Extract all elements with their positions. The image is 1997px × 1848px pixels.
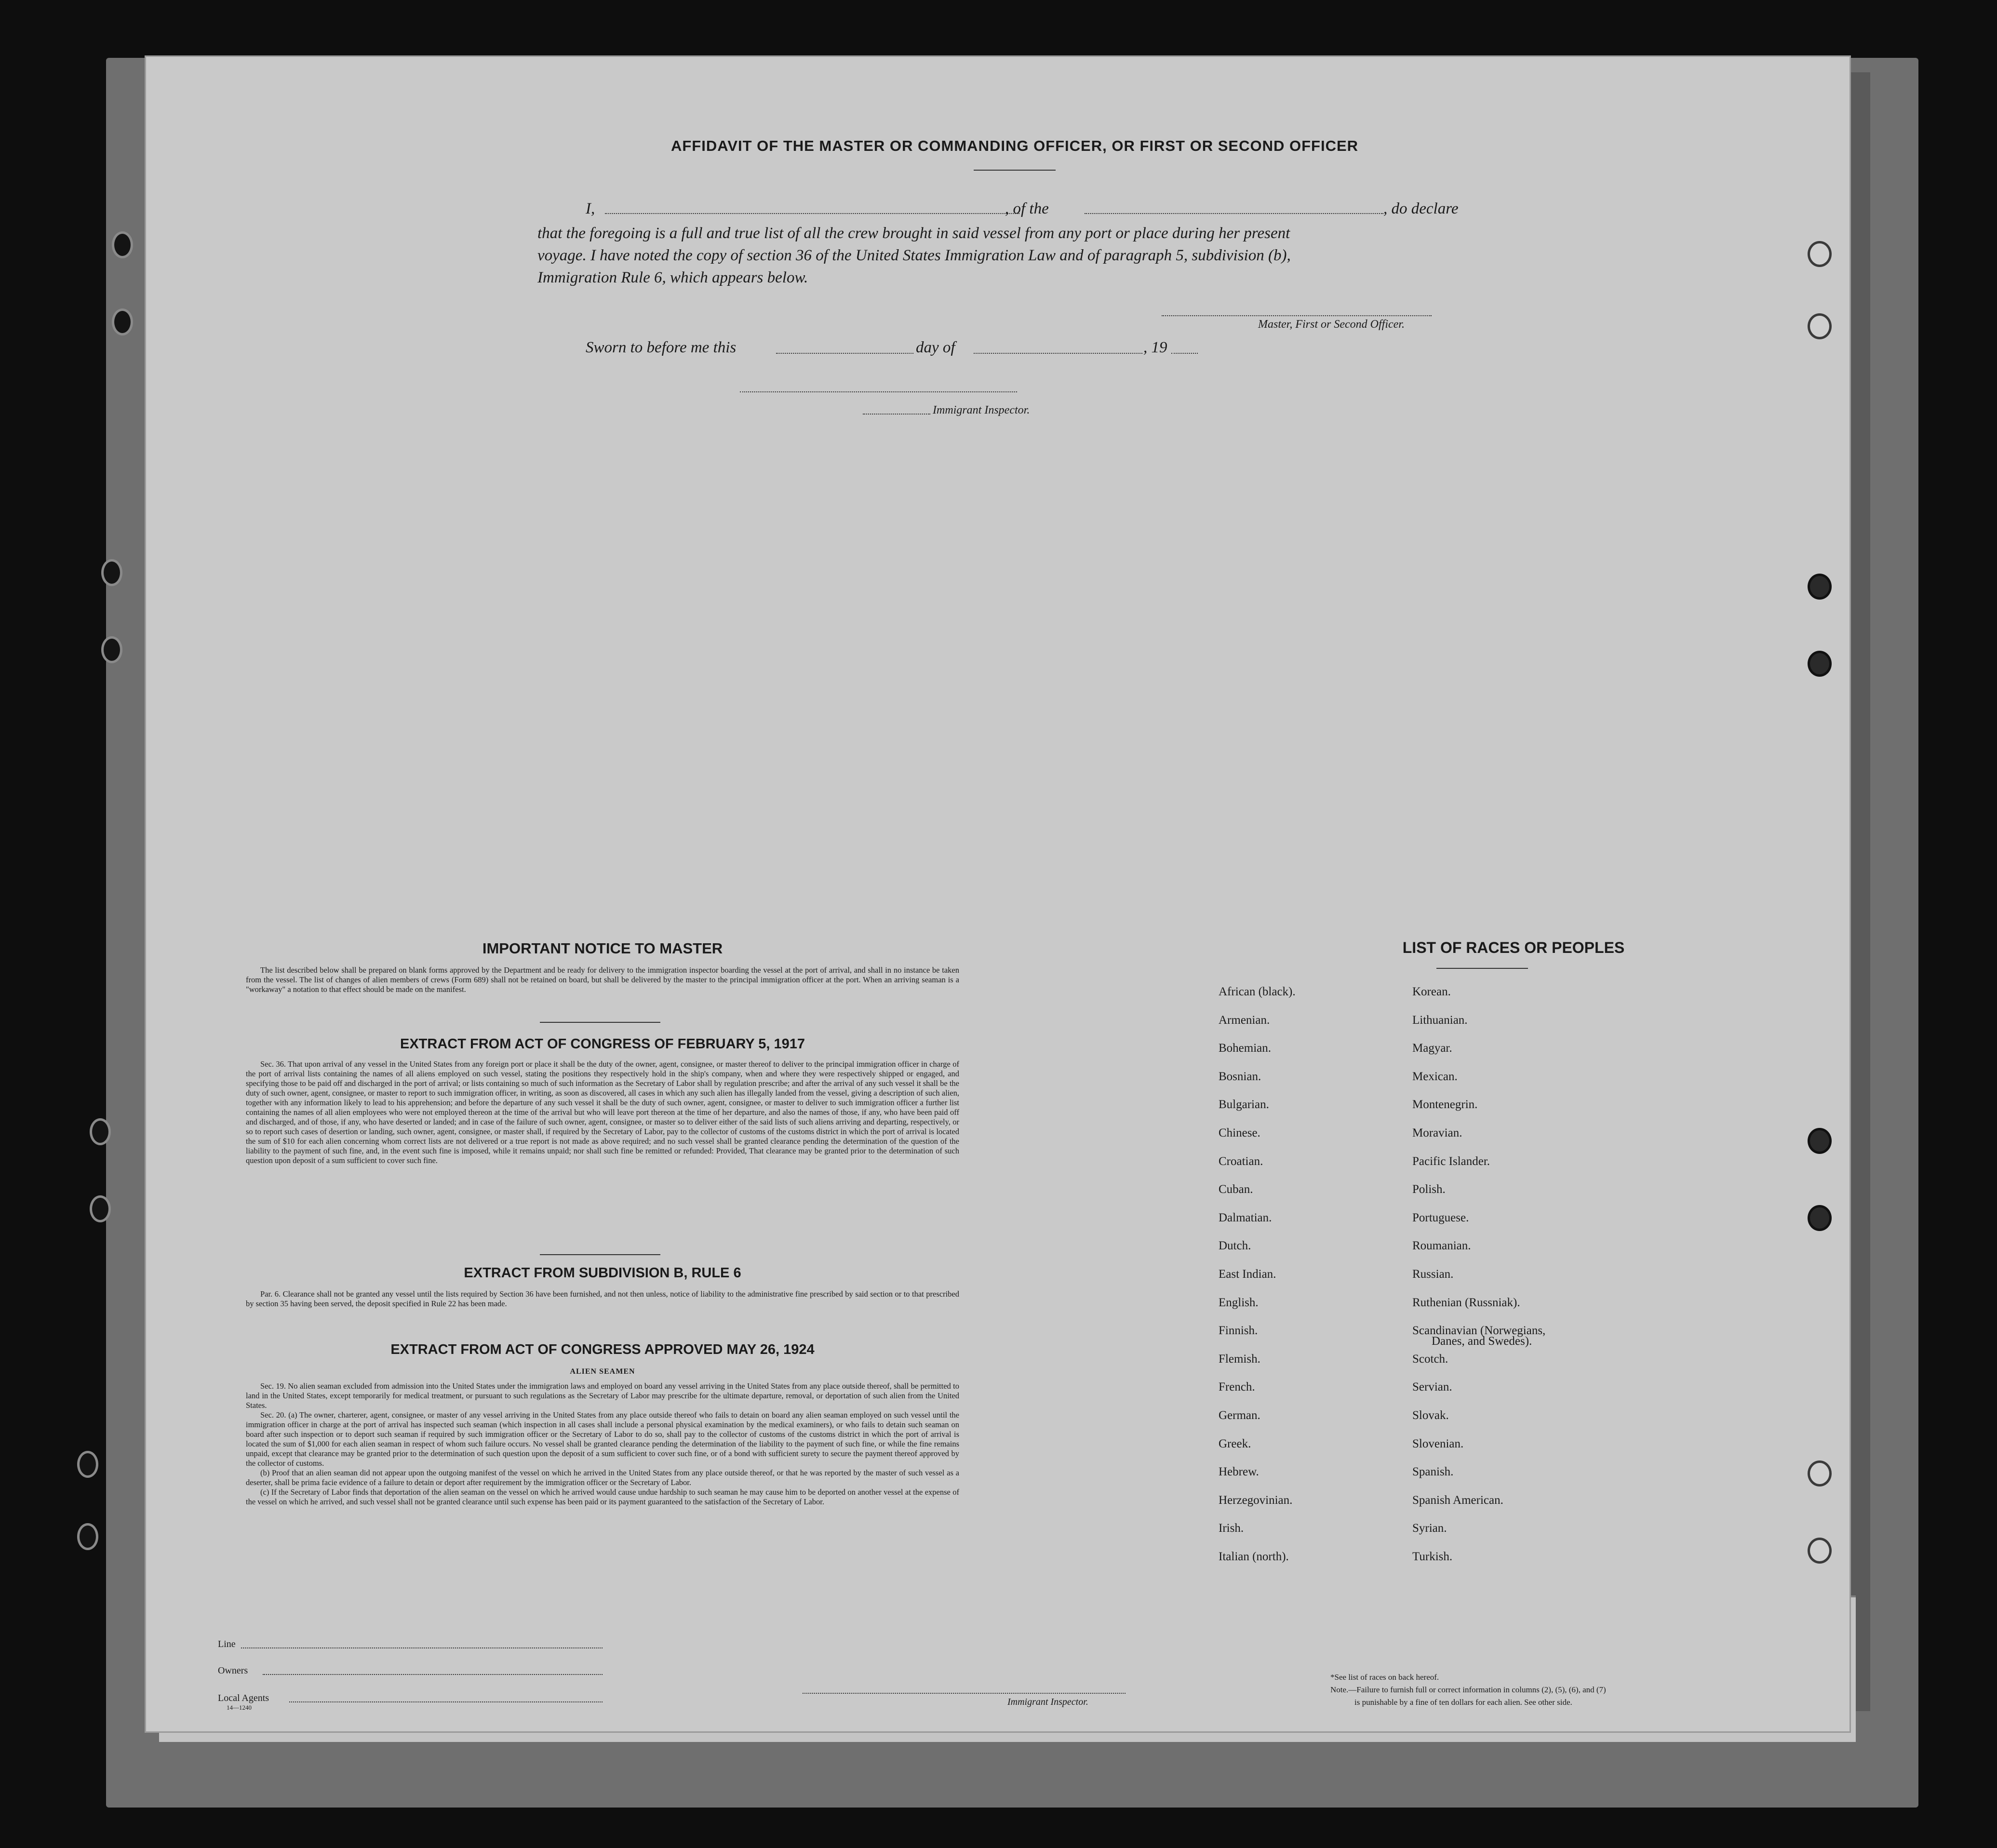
race-item: Bulgarian. [1219,1098,1269,1111]
sworn-month-blank[interactable] [974,353,1142,354]
race-item: Ruthenian (Russniak). [1412,1296,1520,1309]
punch-hole [1808,574,1832,600]
race-item: Spanish. [1412,1465,1454,1479]
master-signature-line[interactable] [1162,315,1432,316]
punch-hole [77,1523,98,1550]
race-item: Irish. [1219,1522,1244,1535]
strip-note-3: is punishable by a fine of ten dollars for each alien. See other side. [1354,1698,1572,1707]
sworn-day-blank[interactable] [776,353,913,354]
affidavit-do-declare: , do declare [1383,200,1459,217]
race-item: Pacific Islander. [1412,1154,1490,1168]
strip-inspector-line[interactable] [803,1693,1126,1694]
inspector-short-line [863,414,930,415]
race-item: Dutch. [1219,1239,1251,1253]
race-item: Syrian. [1412,1522,1447,1535]
punch-hole [112,308,133,335]
race-item: Slovak. [1412,1409,1449,1422]
race-item: Montenegrin. [1412,1098,1478,1111]
punch-hole [1808,1538,1832,1564]
race-item: Hebrew. [1219,1465,1259,1479]
races-divider [1436,968,1528,969]
form-number: 14—1240 [227,1704,252,1711]
sworn-label: Sworn to before me this [586,339,737,356]
race-item: Polish. [1412,1183,1446,1196]
race-item: Scandinavian (Norwegians, [1412,1324,1546,1338]
race-item: Bohemian. [1219,1042,1272,1055]
strip-note-2: Note.—Failure to furnish full or correct information in columns (2), (5), (6), and (7) [1330,1685,1606,1694]
extract-1924-sec20c: (c) If the Secretary of Labor finds that deportation of the alien seaman on the vessel on which he arrived would cause undue hardship to such seaman he may cause him to be deported on another vessel at the expense of the vessel on which he arrived, and such vessel shall not be granted clearance until such expense has been paid or its payment guaranteed to the satisfaction of the Secretary of Labor. [246,1487,959,1506]
race-item: Magyar. [1412,1042,1452,1055]
race-item: Slovenian. [1412,1437,1464,1450]
race-item: Roumanian. [1412,1239,1471,1253]
race-item: East Indian. [1219,1268,1276,1281]
punch-hole [1808,313,1832,339]
punch-hole [77,1451,98,1478]
punch-hole [112,231,133,258]
strip-inspector-caption: Immigrant Inspector. [1007,1697,1088,1707]
notice-title: IMPORTANT NOTICE TO MASTER [482,940,723,957]
race-item: Spanish American. [1412,1493,1503,1507]
race-item: Russian. [1412,1268,1454,1281]
race-item: Moravian. [1412,1126,1462,1139]
title-divider [974,170,1056,171]
extract-1917-title: EXTRACT FROM ACT OF CONGRESS OF FEBRUARY 5, 1917 [400,1036,805,1052]
punch-hole [90,1118,111,1145]
extract-1924-sec19: Sec. 19. No alien seaman excluded from admission into the United States under the immigration laws and employed on board any vessel arriving in the United States from any place outside thereof, shall be permitted to land in the United States, except temporarily for medical treatment, or pursuant to such regulations as the Secretary of Labor may prescribe for the ultimate departure, removal, or deportation of such alien from the United States. [246,1381,959,1410]
extract-1924-title: EXTRACT FROM ACT OF CONGRESS APPROVED MAY 26, 1924 [390,1342,815,1357]
owners-label: Owners [218,1665,248,1676]
notice-body: The list described below shall be prepared on blank forms approved by the Department and be ready for delivery to the immigration inspector boarding the vessel at the port of arrival, and shall in no instance be taken from the vessel. The list of changes of alien members of crews (Form 689) shall not be retained on board, but shall be delivered by the master to the principal immigration officer at the port. When an arriving seaman is a "workaway" a notation to that effect should be made on the manifest. [246,965,959,994]
vessel-blank[interactable] [1085,213,1383,214]
inspector-signature-line[interactable] [740,391,1017,392]
race-item: Bosnian. [1219,1070,1261,1083]
punch-hole [1808,1460,1832,1486]
race-item: Greek. [1219,1437,1251,1450]
race-item: Croatian. [1219,1154,1263,1168]
punch-hole [1808,651,1832,677]
race-scandinavian-cont: Danes, and Swedes). [1432,1335,1532,1348]
notice-divider [540,1022,660,1023]
race-item: Flemish. [1219,1352,1260,1366]
race-item: Finnish. [1219,1324,1258,1338]
sworn-year-blank[interactable] [1171,353,1198,354]
local-agents-label: Local Agents [218,1693,269,1703]
race-item: Italian (north). [1219,1550,1289,1563]
race-item: Herzegovinian. [1219,1493,1293,1507]
extract-1924-sec20b: (b) Proof that an alien seaman did not appear upon the outgoing manifest of the vessel on which he arrived in the United States from any place outside thereof, or that he was reported by the master of such vessel as a deserter, shall be prima facie evidence of a failure to detain or deport after requirement by the immigration officer or the Secretary of Labor. [246,1468,959,1487]
extract-1917-body: Sec. 36. That upon arrival of any vessel in the United States from any foreign port or place it shall be the duty of the owner, agent, consignee, or master thereof to deliver to the principal immigration officer in charge of the port of arrival lists containing the names of all aliens employed on such vessel, stating the positions they respectively hold in the ship's company, when and where they were respectively shipped or engaged, and specifying those to be paid off and discharged in the port of arrival; or lists containing so much of such information as the Secretary of Labor shall by regulation prescribe; and after the arrival of any such vessel it shall be the duty of such owner, agent, consignee, or master to report to such immigration officer, in writing, as soon as discovered, all cases in which any such alien has illegally landed from the vessel, giving a description of such alien, together with any information likely to lead to his apprehension; and before the departure of any such vessel it shall be the duty of such owner, agent, consignee, or master to deliver to such immigration officer a further list containing the names of all alien employees who were not employed thereon at the time of the arrival but who will leave port thereon at the time of her departure, and also the names of those, if any, who have been paid off and discharged, and of those, if any, who have deserted or landed; and in case of the failure of such owner, agent, consignee, or master so to deliver either of the said lists of such aliens arriving and departing, respectively, or so to report such cases of desertion or landing, such owner, agent, consignee, or master shall, if required by the Secretary of Labor, pay to the collector of customs of the customs district in which the port of arrival is located the sum of $10 for each alien concerning whom correct lists are not delivered or a true report is not made as above required; and no such vessel shall be granted clearance pending the determination of the question of the liability to the payment of such fine, and, in the event such fine is imposed, while it remains unpaid; nor shall such fine be remitted or refunded: Provided, That clearance may be granted prior to the determination of such question upon deposit of a sum sufficient to cover such fine. [246,1059,959,1165]
races-title: LIST OF RACES OR PEOPLES [1402,939,1625,956]
race-item: Scotch. [1412,1352,1448,1366]
race-item: Armenian. [1219,1013,1270,1027]
year-label: , 19 [1143,339,1167,356]
day-of-label: day of [916,339,955,356]
inspector-caption: Immigrant Inspector. [933,404,1030,416]
race-item: Servian. [1412,1380,1452,1394]
master-caption: Master, First or Second Officer. [1258,318,1405,331]
punch-hole [1808,1128,1832,1154]
race-item: African (black). [1219,985,1296,998]
extract-rule6-title: EXTRACT FROM SUBDIVISION B, RULE 6 [464,1265,741,1281]
affidavit-of-the: , of the [1005,200,1049,217]
extract-1917-divider [540,1254,660,1255]
punch-hole [101,559,122,586]
name-blank[interactable] [605,213,1019,214]
local-agents-blank[interactable] [289,1701,603,1702]
race-item: Dalmatian. [1219,1211,1272,1224]
affidavit-title: AFFIDAVIT OF THE MASTER OR COMMANDING OFFICER, OR FIRST OR SECOND OFFICER [670,137,1359,154]
race-item: German. [1219,1409,1260,1422]
punch-hole [90,1195,111,1222]
punch-hole [1808,241,1832,267]
affidavit-i-label: I, [586,200,595,217]
race-item: French. [1219,1380,1255,1394]
owners-blank[interactable] [263,1674,603,1675]
punch-hole [1808,1205,1832,1231]
race-item: Lithuanian. [1412,1013,1468,1027]
extract-rule6-body: Par. 6. Clearance shall not be granted any vessel until the lists required by Section 36 have been furnished, and not then unless, notice of liability to the administrative fine prescribed by said section or to that prescribed by section 35 having been served, the deposit specified in Rule 22 has been made. [246,1289,959,1308]
extract-1924-sec20a: Sec. 20. (a) The owner, charterer, agent, consignee, or master of any vessel arriving in the United States from any place outside thereof who fails to detain on board any alien seaman employed on such vessel until the immigration officer in charge at the port of arrival has inspected such seaman (which inspection in all cases shall include a personal physical examination by the medical examiners), or who fails to detain such seaman on board after such inspection or to deport such seaman if required by such immigration officer or the Secretary of Labor to do so, shall pay to the collector of customs of the customs district in which the port of arrival is located the sum of $1,000 for each alien seaman in respect of whom such failure occurs. No vessel shall be granted clearance pending the determination of the liability to the payment of such fine, or while the fine remains unpaid, except that clearance may be granted prior to the determination of such question upon the deposit of a sum sufficient to cover such fine, or of a bond with sufficient surety to secure the payment thereof approved by the collector of customs. [246,1410,959,1468]
race-item: Mexican. [1412,1070,1458,1083]
race-item: Cuban. [1219,1183,1253,1196]
affidavit-line-4: Immigration Rule 6, which appears below. [537,269,808,286]
extract-1924-subtitle: ALIEN SEAMEN [570,1367,635,1376]
affidavit-line-3: voyage. I have noted the copy of section 36 of the United States Immigration Law and of paragraph 5, subdivision (b), [537,247,1291,264]
line-blank[interactable] [241,1647,603,1648]
race-item: Chinese. [1219,1126,1260,1139]
race-item: Korean. [1412,985,1451,998]
affidavit-line-2: that the foregoing is a full and true list of all the crew brought in said vessel from any port or place during her present [537,225,1290,242]
punch-hole [101,636,122,663]
race-item: Turkish. [1412,1550,1453,1563]
line-label: Line [218,1639,236,1649]
race-item: Portuguese. [1412,1211,1469,1224]
race-item: English. [1219,1296,1259,1309]
extract-1924-body [246,1381,959,1507]
strip-note-1: *See list of races on back hereof. [1330,1673,1439,1682]
